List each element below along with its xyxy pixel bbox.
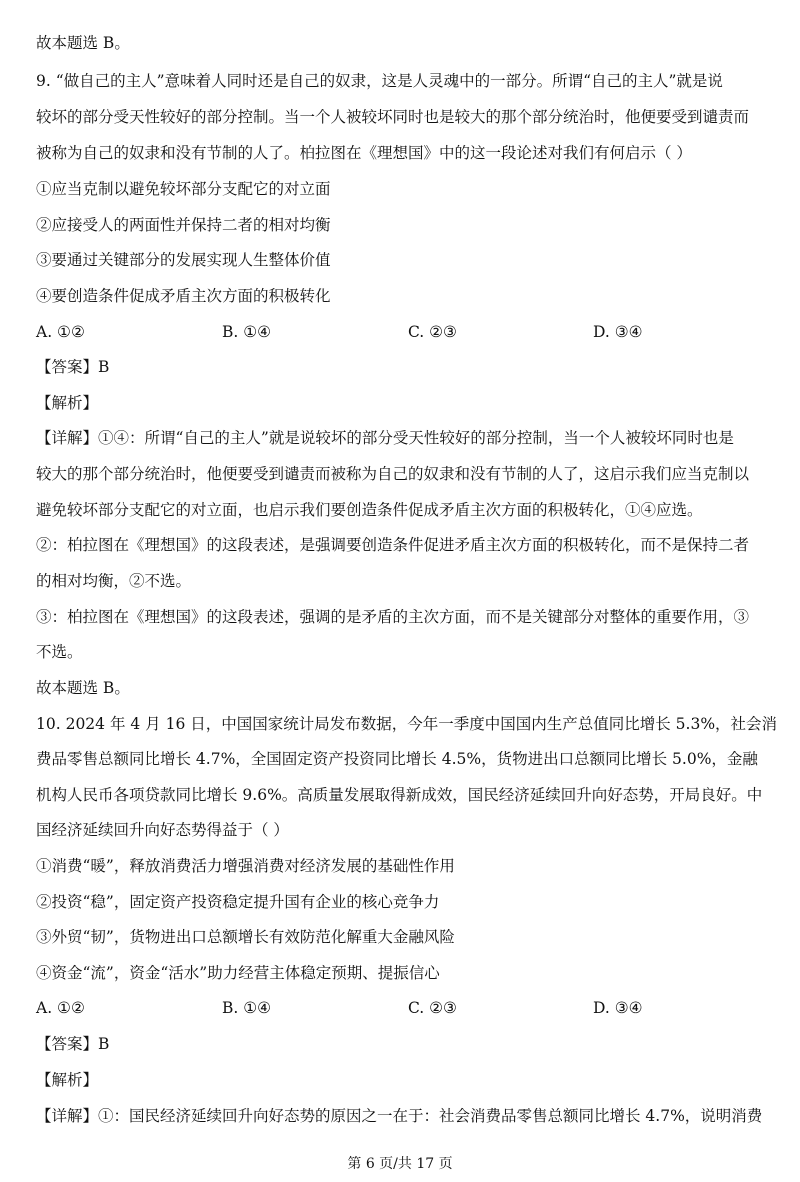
q9-detail-line-5: 的相对均衡，②不选。 [36,572,192,590]
page-number: 第 6 页/共 17 页 [347,1156,453,1172]
q10-option-b: B. ①④ [222,999,272,1017]
q10-stem-line-2: 费品零售总额同比增长 4.7%，全国固定资产投资同比增长 4.5%，货物进出口总额同比增长 5.0%，金融 [36,750,758,768]
q9-option-b: B. ①④ [222,323,272,341]
q9-statement-4: ④要创造条件促成矛盾主次方面的积极转化 [36,287,331,305]
q10-statement-1: ①消费“暖”，释放消费活力增强消费对经济发展的基础性作用 [36,857,455,875]
q9-analysis-heading: 【解析】 [36,394,99,412]
q9-statement-2: ②应接受人的两面性并保持二者的相对均衡 [36,216,331,234]
q9-answer: 【答案】B [36,358,110,376]
q9-statement-1: ①应当克制以避免较坏部分支配它的对立面 [36,180,331,198]
q9-detail-line-4: ②：柏拉图在《理想国》的这段表述，是强调要创造条件促进矛盾主次方面的积极转化，而不是保持二者 [36,536,750,554]
q9-option-a: A. ①② [36,323,85,341]
q10-option-a: A. ①② [36,999,85,1017]
q10-stem-line-3: 机构人民币各项贷款同比增长 9.6%。高质量发展取得新成效，国民经济延续回升向好态势，开局良好。中 [36,786,763,804]
q9-detail-line-7: 不选。 [36,643,83,661]
q8-conclusion: 故本题选 B。 [36,34,130,52]
q9-stem-line-2: 较坏的部分受天性较好的部分控制。当一个人被较坏同时也是较大的那个部分统治时，他便要受到谴责而 [36,108,750,126]
q10-statement-3: ③外贸“韧”，货物进出口总额增长有效防范化解重大金融风险 [36,928,455,946]
q9-stem-line-3: 被称为自己的奴隶和没有节制的人了。柏拉图在《理想国》中的这一段论述对我们有何启示（ ） [36,144,692,162]
q9-detail-line-1: 【详解】①④：所谓“自己的主人”就是说较坏的部分受天性较好的部分控制，当一个人被较坏同时也是 [36,429,734,447]
q9-statement-3: ③要通过关键部分的发展实现人生整体价值 [36,251,331,269]
q10-stem-line-1: 10. 2024 年 4 月 16 日，中国国家统计局发布数据，今年一季度中国国内生产总值同比增长 5.3%，社会消 [36,715,778,733]
q9-detail-line-3: 避免较坏部分支配它的对立面，也启示我们要创造条件促成矛盾主次方面的积极转化，①④应选。 [36,501,703,519]
q10-detail-line-1: 【详解】①：国民经济延续回升向好态势的原因之一在于：社会消费品零售总额同比增长 4.7%，说明消费 [36,1107,763,1125]
q10-option-d: D. ③④ [593,999,643,1017]
q10-option-c: C. ②③ [408,999,457,1017]
q10-statement-2: ②投资“稳”，固定资产投资稳定提升国有企业的核心竞争力 [36,893,440,911]
q10-analysis-heading: 【解析】 [36,1071,99,1089]
q9-option-c: C. ②③ [408,323,457,341]
q9-detail-line-6: ③：柏拉图在《理想国》的这段表述，强调的是矛盾的主次方面，而不是关键部分对整体的重要作用，③ [36,608,750,626]
q10-answer: 【答案】B [36,1035,110,1053]
q9-stem-line-1: 9. “做自己的主人”意味着人同时还是自己的奴隶，这是人灵魂中的一部分。所谓“自己的主人”就是说 [36,72,723,90]
q9-conclusion: 故本题选 B。 [36,679,130,697]
q10-stem-line-4: 国经济延续回升向好态势得益于（ ） [36,821,289,839]
q10-statement-4: ④资金“流”，资金“活水”助力经营主体稳定预期、提振信心 [36,964,440,982]
q9-detail-line-2: 较大的那个部分统治时，他便要受到谴责而被称为自己的奴隶和没有节制的人了，这启示我们应当克制以 [36,465,750,483]
q9-option-d: D. ③④ [593,323,643,341]
